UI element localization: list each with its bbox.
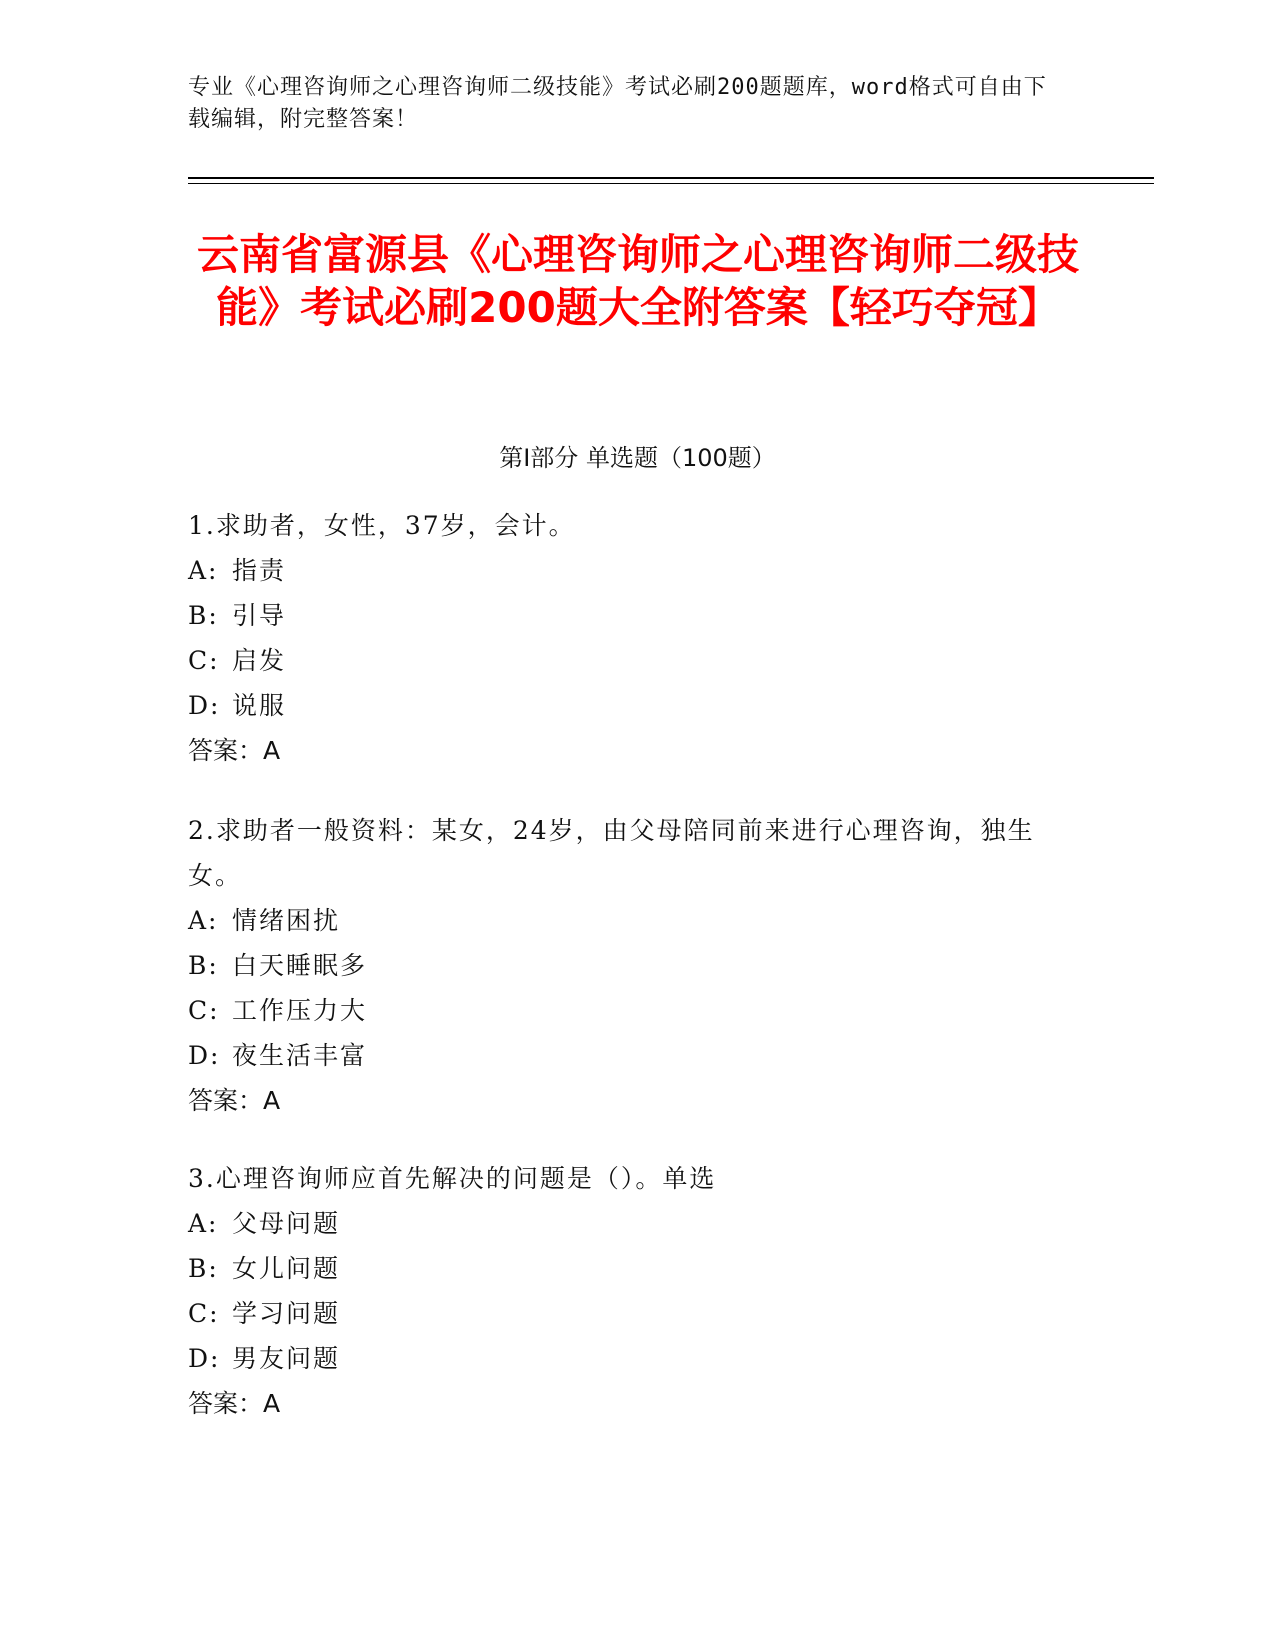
option-text: 说服	[232, 691, 287, 720]
option-letter: D:	[188, 691, 221, 720]
option-a	[188, 898, 1068, 943]
option-letter: D:	[188, 1041, 221, 1070]
answer-line: 答案：A	[188, 1389, 281, 1418]
option-text: 启发	[232, 646, 287, 675]
option-text: 情绪困扰	[232, 906, 341, 935]
option-letter: B:	[188, 601, 219, 630]
option-letter: A:	[188, 1209, 219, 1238]
document-intro: 专业《心理咨询师之心理咨询师二级技能》考试必刷200题题库，word格式可自由下载编辑，附完整答案！	[188, 75, 1047, 132]
option-b	[188, 1246, 1068, 1291]
option-d	[188, 1033, 1068, 1078]
question-1	[188, 503, 1068, 773]
option-letter: C:	[188, 1299, 220, 1328]
option-a	[188, 1201, 1068, 1246]
option-text: 白天睡眠多	[232, 951, 368, 980]
header-rule-thin	[188, 183, 1154, 184]
question-stem: 3.心理咨询师应首先解决的问题是（）。单选	[188, 1164, 717, 1193]
option-letter: D:	[188, 1344, 221, 1373]
option-c	[188, 1291, 1068, 1336]
header-rule-thick	[188, 177, 1154, 179]
question-stem: 1.求助者，女性，37岁，会计。	[188, 511, 576, 540]
option-a	[188, 548, 1068, 593]
option-letter: B:	[188, 1254, 219, 1283]
option-letter: B:	[188, 951, 219, 980]
option-letter: A:	[188, 556, 219, 585]
option-text: 男友问题	[232, 1344, 341, 1373]
option-d	[188, 1336, 1068, 1381]
question-stem: 2.求助者一般资料：某女，24岁，由父母陪同前来进行心理咨询，独生女。	[188, 816, 1035, 890]
option-letter: C:	[188, 646, 220, 675]
option-letter: A:	[188, 906, 219, 935]
option-letter: C:	[188, 996, 220, 1025]
answer-line: 答案：A	[188, 736, 281, 765]
option-text: 工作压力大	[232, 996, 368, 1025]
section-heading: 第I部分 单选题（100题）	[499, 444, 776, 472]
option-text: 指责	[232, 556, 287, 585]
question-2	[188, 808, 1068, 1123]
answer-line: 答案：A	[188, 1086, 281, 1115]
option-b	[188, 593, 1068, 638]
option-c	[188, 988, 1068, 1033]
option-text: 女儿问题	[232, 1254, 341, 1283]
option-d	[188, 683, 1068, 728]
question-3	[188, 1156, 1068, 1426]
option-text: 夜生活丰富	[232, 1041, 368, 1070]
option-text: 学习问题	[232, 1299, 341, 1328]
document-title: 云南省富源县《心理咨询师之心理咨询师二级技能》考试必刷200题大全附答案【轻巧夺冠】	[196, 230, 1079, 332]
option-text: 引导	[232, 601, 287, 630]
option-b	[188, 943, 1068, 988]
option-text: 父母问题	[232, 1209, 341, 1238]
option-c	[188, 638, 1068, 683]
